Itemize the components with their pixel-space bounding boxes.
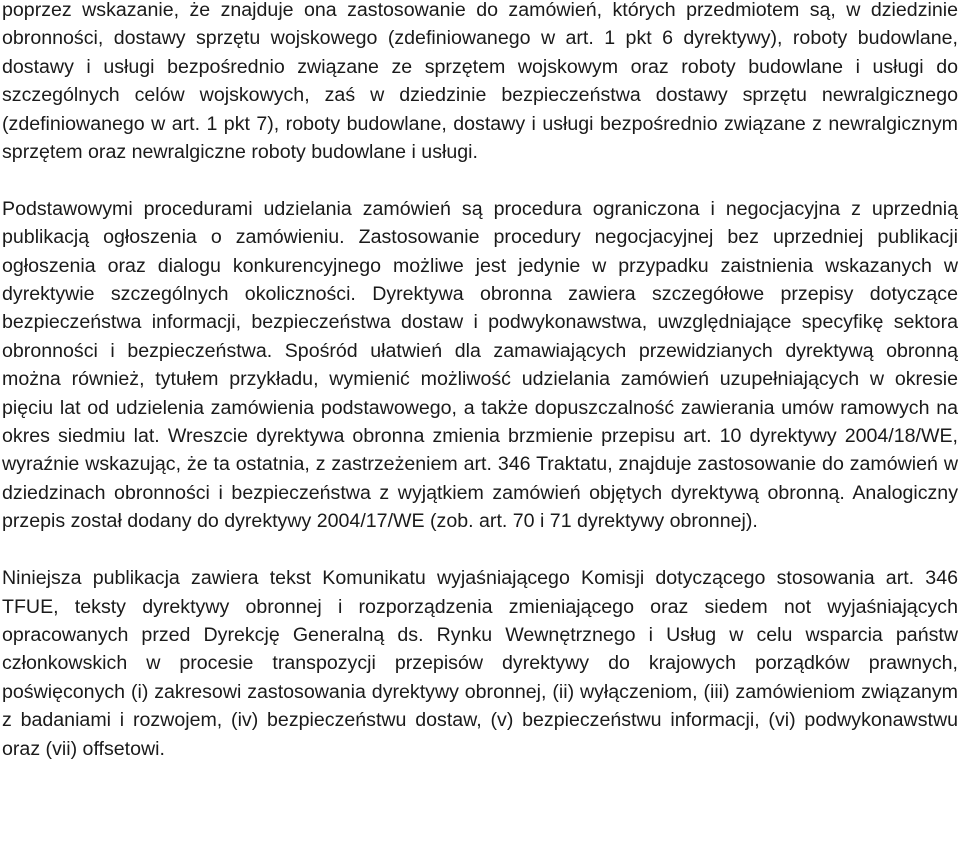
paragraph-procedures: Podstawowymi procedurami udzielania zamówień są procedura ograniczona i negocjacyjna z uprzednią publikacją ogłoszenia o zamówieniu. Zastosowanie procedury negocjacyjnej bez uprzedniej publikacji ogłoszenia oraz dialogu konkurencyjnego możliwe jest jedynie w przypadku zaistnienia wskazanych w dyrektywie szczególnych okoliczności. Dyrektywa obronna zawiera szczegółowe przepisy dotyczące bezpieczeństwa informacji, bezpieczeństwa dostaw i podwykonawstwa, uwzględniające specyfikę sektora obronności i bezpieczeństwa. Spośród ułatwień dla zamawiających przewidzianych dyrektywą obronną można również, tytułem przykładu, wymienić możliwość udzielania zamówień uzupełniających w okresie pięciu lat od udzielenia zamówienia podstawowego, a także dopuszczalność zawierania umów ramowych na okres siedmiu lat. Wreszcie dyrektywa obronna zmienia brzmienie przepisu art. 10 dyrektywy 2004/18/WE, wyraźnie wskazując, że ta ostatnia, z zastrzeżeniem art. 346 Traktatu, znajduje zastosowanie do zamówień w dziedzinach obronności i bezpieczeństwa z wyjątkiem zamówień objętych dyrektywą obronną. Analogiczny przepis został dodany do dyrektywy 2004/17/WE (zob. art. 70 i 71 dyrektywy obronnej).: [2, 197, 958, 533]
paragraph-scope: poprzez wskazanie, że znajduje ona zastosowanie do zamówień, których przedmiotem są, w dziedzinie obronności, dostawy sprzętu wojskowego (zdefiniowanego w art. 1 pkt 6 dyrektywy), roboty budowlane, dostawy i usługi bezpośrednio związane ze sprzętem wojskowym oraz roboty budowlane i usługi do szczególnych celów wojskowych, zaś w dziedzinie bezpieczeństwa dostawy sprzętu newralgicznego (zdefiniowanego w art. 1 pkt 7), roboty budowlane, dostawy i usługi bezpośrednio związane z newralgicznym sprzętem oraz newralgiczne roboty budowlane i usługi.: [2, 0, 958, 164]
paragraph-gap: [2, 536, 958, 564]
paragraph-gap: [2, 166, 958, 194]
paragraph-publication: Niniejsza publikacja zawiera tekst Komunikatu wyjaśniającego Komisji dotyczącego stosowania art. 346 TFUE, teksty dyrektywy obronnej i rozporządzenia zmieniającego oraz siedem not wyjaśniających opracowanych przed Dyrekcję Generalną ds. Rynku Wewnętrznego i Usług w celu wsparcia państw członkowskich w procesie transpozycji przepisów dyrektywy do krajowych porządków prawnych, poświęconych (i) zakresowi zastosowania dyrektywy obronnej, (ii) wyłączeniom, (iii) zamówieniom związanym z badaniami i rozwojem, (iv) bezpieczeństwu dostaw, (v) bezpieczeństwu informacji, (vi) podwykonawstwu oraz (vii) offsetowi.: [2, 567, 958, 760]
